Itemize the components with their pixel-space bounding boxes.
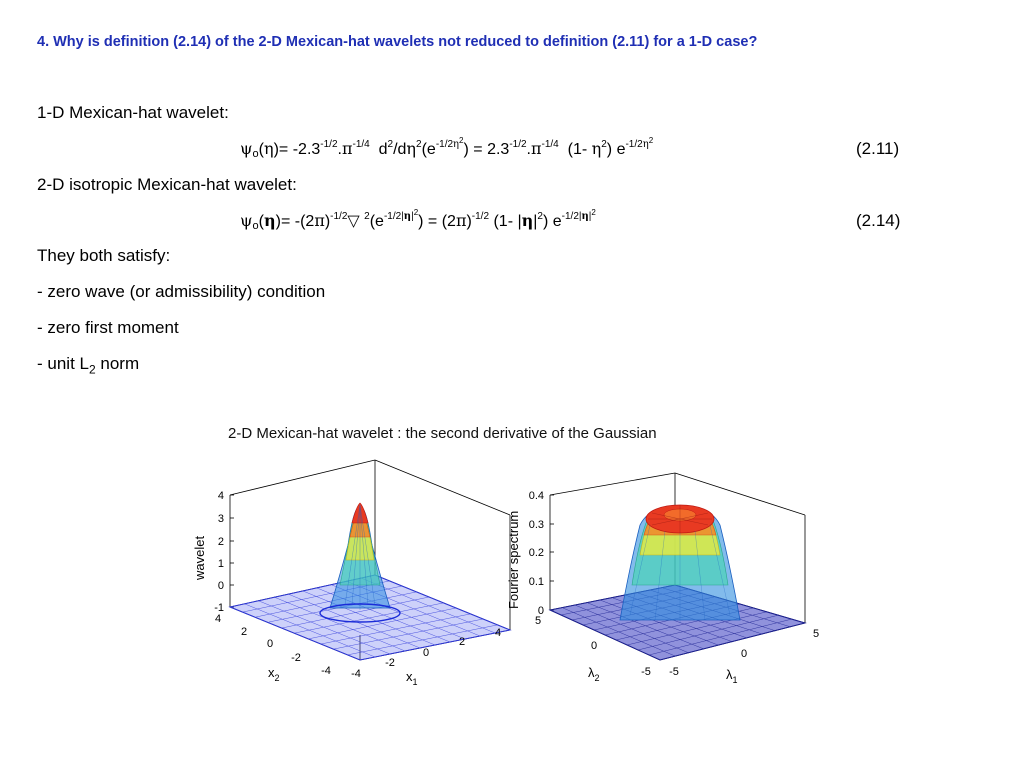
right-tick-marks [550, 495, 554, 610]
lambda2-tick: 5 [534, 615, 542, 627]
figure-plots [180, 415, 830, 715]
z-tick: 0.4 [528, 490, 544, 502]
z-tick: 0 [537, 605, 544, 617]
lambda2-axis-label: $\lambda_2$ [588, 665, 600, 683]
figure-title: 2-D Mexican-hat wavelet : the second derivative of the Gaussian [228, 425, 657, 442]
left-z-axis-label: wavelet [192, 535, 207, 580]
bullet-zero-moment: - zero first moment [37, 318, 179, 337]
z-tick: 0.3 [528, 519, 544, 531]
x1-tick: -4 [351, 668, 361, 680]
mexican-hat-figure [180, 415, 830, 715]
z-tick: 4 [217, 490, 224, 502]
equation-number-2-11: (2.11) [856, 139, 900, 158]
question-heading: 4. Why is definition (2.14) of the 2-D Mexican-hat wavelets not reduced to definition (2.11) for a 1-D case? [37, 34, 758, 50]
x1-tick: 2 [458, 636, 466, 648]
satisfy-heading: They both satisfy: [37, 246, 171, 265]
right-z-tick-labels [529, 490, 544, 617]
z-tick: 3 [217, 513, 224, 525]
lambda1-tick: 0 [740, 648, 748, 660]
equation-2-14: $\psi_o(\eta)=$ $-(2\pi)^{-1/2}▽$ $^2(e^{-1/2|\eta|^2}) = (2\pi)^{-1/2}$ (1- $|\eta|^2$) $e^{-1/2|\eta|^2}$ [240, 208, 596, 232]
x2-tick: 2 [240, 626, 248, 638]
left-z-tick-labels [214, 490, 224, 614]
z-tick: 0.1 [528, 576, 544, 588]
x2-tick: 4 [214, 613, 222, 625]
z-tick: 1 [217, 558, 224, 570]
z-tick: -1 [214, 602, 224, 614]
equation-number-2-14: (2.14) [856, 211, 901, 230]
label-2d-wavelet: 2-D isotropic Mexican-hat wavelet: [37, 175, 297, 194]
lambda2-tick: 0 [590, 640, 598, 652]
right-plot [506, 473, 819, 685]
bullet-unit-norm: - unit $L_2$ norm [37, 354, 140, 377]
x1-tick: 0 [422, 647, 430, 659]
equation-2-11: $\psi_o(\eta)= -2.3^{-1/2}.\pi^{-1/4}$ $d^2/d\eta^2(e^{-1/2\eta^2}) = 2.3^{-1/2}.\pi^{-1/4}$ (1- $\eta^2$) $e^{-1/2\eta^2}$ [240, 136, 654, 160]
x2-tick: -2 [291, 652, 301, 664]
right-z-axis-label: Fourier spectrum [506, 510, 521, 609]
x1-tick: -2 [385, 657, 395, 669]
label-1d-wavelet: 1-D Mexican-hat wavelet: [37, 103, 229, 122]
x1-tick: 4 [494, 627, 502, 639]
z-tick: 2 [217, 536, 224, 548]
left-tick-marks [230, 495, 234, 607]
lambda1-tick: 5 [812, 628, 820, 640]
lambda1-axis-label: $\lambda_1$ [726, 667, 738, 685]
left-plot [192, 460, 510, 687]
x2-axis-label: $x_2$ [268, 665, 280, 683]
right-fourier-spectrum-surface [620, 505, 740, 623]
z-tick: 0.2 [528, 547, 544, 559]
lambda1-tick: -5 [669, 666, 679, 678]
lambda2-tick: -5 [641, 666, 651, 678]
left-mexican-hat-peak [320, 503, 400, 622]
x2-tick: -4 [321, 665, 331, 677]
x2-tick: 0 [266, 638, 274, 650]
x1-axis-label: $x_1$ [406, 669, 418, 687]
z-tick: 0 [217, 580, 224, 592]
bullet-zero-wave: - zero wave (or admissibility) condition [37, 282, 326, 301]
